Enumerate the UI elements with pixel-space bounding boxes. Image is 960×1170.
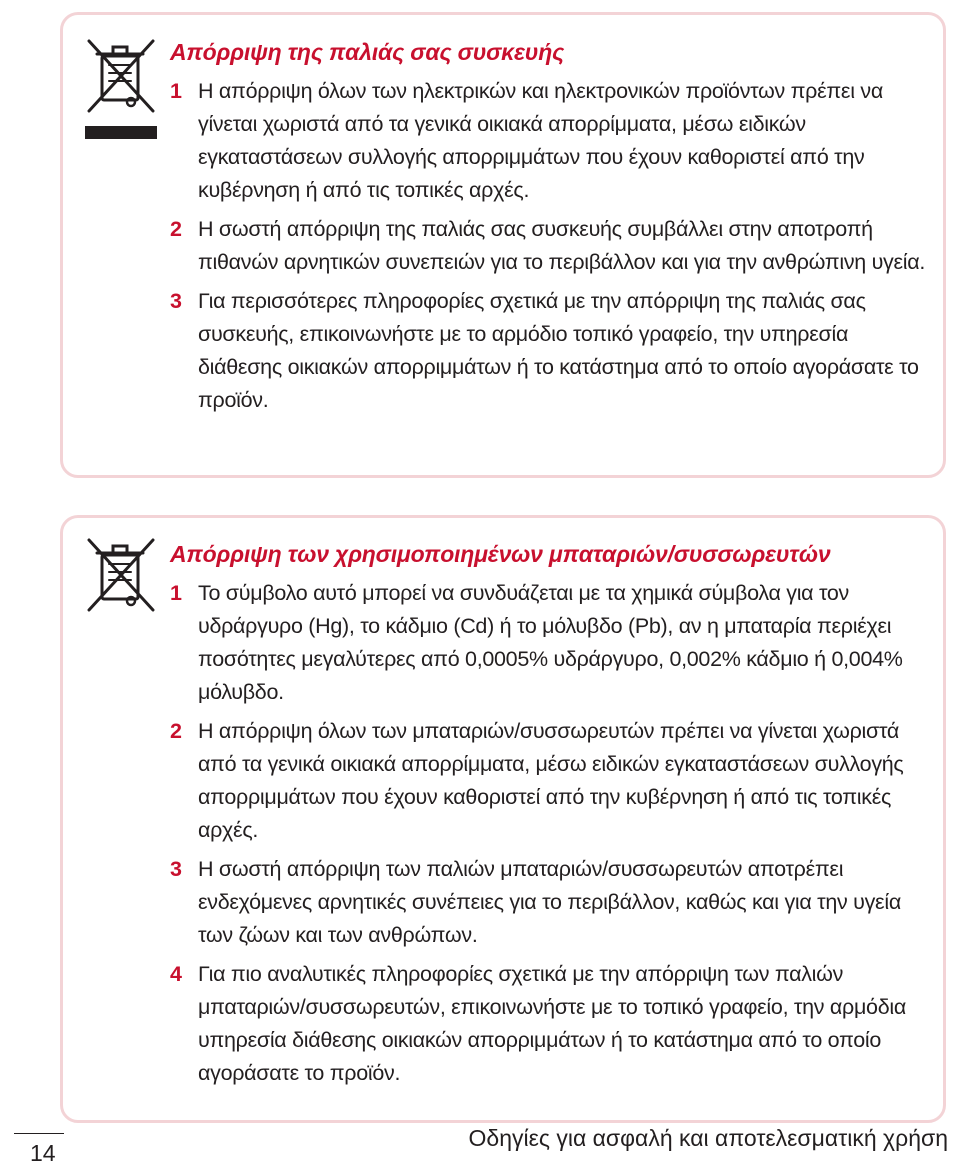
- disposal-old-appliance-section: [60, 12, 946, 478]
- list-item: [170, 577, 929, 709]
- list-item: [170, 958, 929, 1090]
- item-list: [170, 577, 929, 1090]
- list-item: [170, 213, 929, 279]
- item-text: Το σύμβολο αυτό μπορεί να συνδυάζεται με τα χημικά σύμβολα για τον υδράργυρο (Hg), το κάδμιο (Cd) ή το μόλυβδο (Pb), αν η μπαταρία περιέχει ποσότητες μεγαλύτερες από 0,0005% υδράργυρο, 0,002% κάδμιο ή 0,004% μόλυβδο.: [198, 581, 903, 704]
- item-text: Για περισσότερες πληροφορίες σχετικά με την απόρριψη της παλιάς σας συσκευής, επικοινωνήστε με το αρμόδιο τοπικό γραφείο, την υπηρεσία διάθεσης οικιακών απορριμμάτων ή το κατάστημα από το οποίο αγοράσατε το προϊόν.: [198, 289, 919, 412]
- item-text: Η απόρριψη όλων των ηλεκτρικών και ηλεκτρονικών προϊόντων πρέπει να γίνεται χωριστά από τα γενικά οικιακά απορρίμματα, μέσω ειδικών εγκαταστάσεων συλλογής απορριμμάτων που έχουν καθοριστεί από την κυβέρνηση ή από τις τοπικές αρχές.: [198, 79, 883, 202]
- item-text: Η σωστή απόρριψη των παλιών μπαταριών/συσσωρευτών αποτρέπει ενδεχόμενες αρνητικές συνέπειες για το περιβάλλον, καθώς και για την υγεία των ζώων και των ανθρώπων.: [198, 857, 901, 947]
- item-number: 4: [170, 962, 182, 986]
- item-text: Η απόρριψη όλων των μπαταριών/συσσωρευτών πρέπει να γίνεται χωριστά από τα γενικά οικιακά απορρίμματα, μέσω ειδικών εγκαταστάσεων συλλογής απορριμμάτων που έχουν καθοριστεί από την κυβέρνηση ή από τις τοπικές αρχές.: [198, 719, 904, 842]
- item-number: 2: [170, 719, 182, 743]
- item-text: Για πιο αναλυτικές πληροφορίες σχετικά με την απόρριψη των παλιών μπαταριών/συσσωρευτών, επικοινωνήστε με το τοπικό γραφείο, την αρμόδια υπηρεσία διάθεσης οικιακών απορριμμάτων ή το κατάστημα από το οποίο αγοράσατε το προϊόν.: [198, 962, 906, 1085]
- item-number: 1: [170, 581, 182, 605]
- item-number: 1: [170, 79, 182, 103]
- footer-title: Οδηγίες για ασφαλή και αποτελεσματική χρήση: [468, 1125, 948, 1151]
- crossed-out-wheeled-bin-icon: [85, 536, 157, 616]
- footer-rule: [14, 1133, 64, 1134]
- page-number: 14: [30, 1140, 56, 1166]
- list-item: [170, 285, 929, 417]
- list-item: [170, 715, 929, 847]
- list-item: [170, 853, 929, 952]
- item-number: 3: [170, 289, 182, 313]
- item-list: [170, 75, 929, 417]
- section-title: Απόρριψη της παλιάς σας συσκευής: [170, 39, 565, 65]
- section-title: Απόρριψη των χρησιμοποιημένων μπαταριών/συσσωρευτών: [170, 541, 831, 567]
- item-text: Η σωστή απόρριψη της παλιάς σας συσκευής συμβάλλει στην αποτροπή πιθανών αρνητικών συνεπειών για το περιβάλλον και για την ανθρώπινη υγεία.: [198, 217, 926, 274]
- crossed-out-wheeled-bin-icon: [85, 37, 157, 141]
- item-number: 3: [170, 857, 182, 881]
- list-item: [170, 75, 929, 207]
- item-number: 2: [170, 217, 182, 241]
- disposal-batteries-section: [60, 515, 946, 1123]
